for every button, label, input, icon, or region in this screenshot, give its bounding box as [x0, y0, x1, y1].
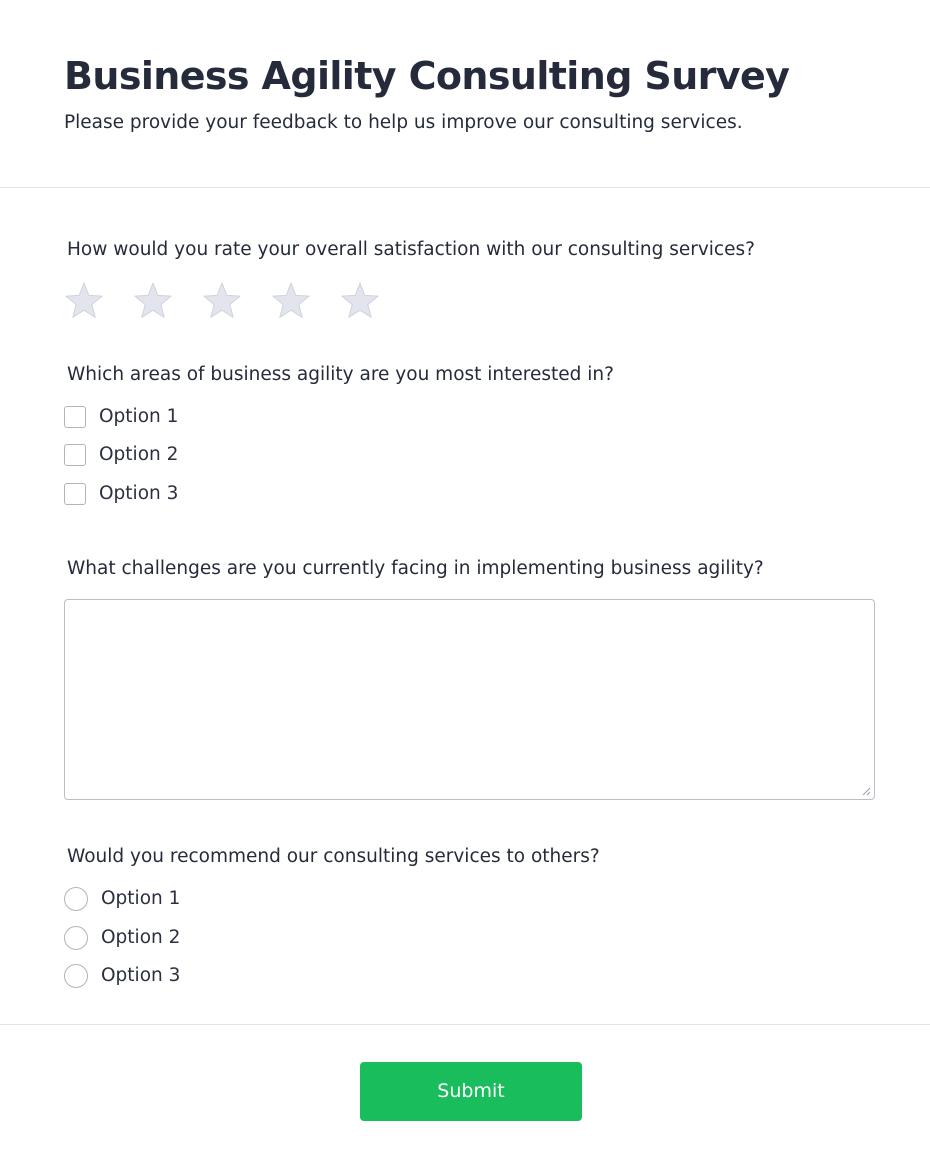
survey-header: [0, 0, 930, 188]
recommend-option-1[interactable]: [64, 886, 180, 912]
submit-button[interactable]: Submit: [360, 1062, 582, 1121]
areas-option-1[interactable]: [64, 404, 178, 430]
radio-label: Option 3: [101, 965, 181, 986]
radio-button[interactable]: [64, 964, 88, 988]
resize-handle-icon[interactable]: [861, 786, 871, 796]
radio-button[interactable]: [64, 926, 88, 950]
footer-divider: [0, 1024, 930, 1025]
star-1-icon[interactable]: [64, 281, 104, 321]
areas-option-3[interactable]: [64, 481, 178, 507]
question-challenges-label: What challenges are you currently facing in implementing business agility?: [67, 558, 764, 579]
star-rating[interactable]: [64, 281, 409, 321]
checkbox[interactable]: [64, 444, 86, 466]
question-areas-label: Which areas of business agility are you most interested in?: [67, 364, 614, 385]
page-title: Business Agility Consulting Survey: [64, 54, 790, 98]
checkbox-label: Option 3: [99, 483, 179, 504]
star-2-icon[interactable]: [133, 281, 173, 321]
challenges-textarea[interactable]: [64, 599, 875, 800]
recommend-option-2[interactable]: [64, 925, 180, 951]
star-5-icon[interactable]: [340, 281, 380, 321]
radio-label: Option 2: [101, 927, 181, 948]
checkbox-label: Option 1: [99, 406, 179, 427]
radio-button[interactable]: [64, 887, 88, 911]
checkbox[interactable]: [64, 483, 86, 505]
recommend-option-3[interactable]: [64, 963, 180, 989]
areas-option-2[interactable]: [64, 442, 178, 468]
star-4-icon[interactable]: [271, 281, 311, 321]
page-subtitle: Please provide your feedback to help us improve our consulting services.: [64, 112, 743, 133]
question-rating-label: How would you rate your overall satisfaction with our consulting services?: [67, 239, 755, 260]
star-3-icon[interactable]: [202, 281, 242, 321]
question-recommend-label: Would you recommend our consulting services to others?: [67, 846, 600, 867]
radio-label: Option 1: [101, 888, 181, 909]
checkbox[interactable]: [64, 406, 86, 428]
checkbox-label: Option 2: [99, 444, 179, 465]
